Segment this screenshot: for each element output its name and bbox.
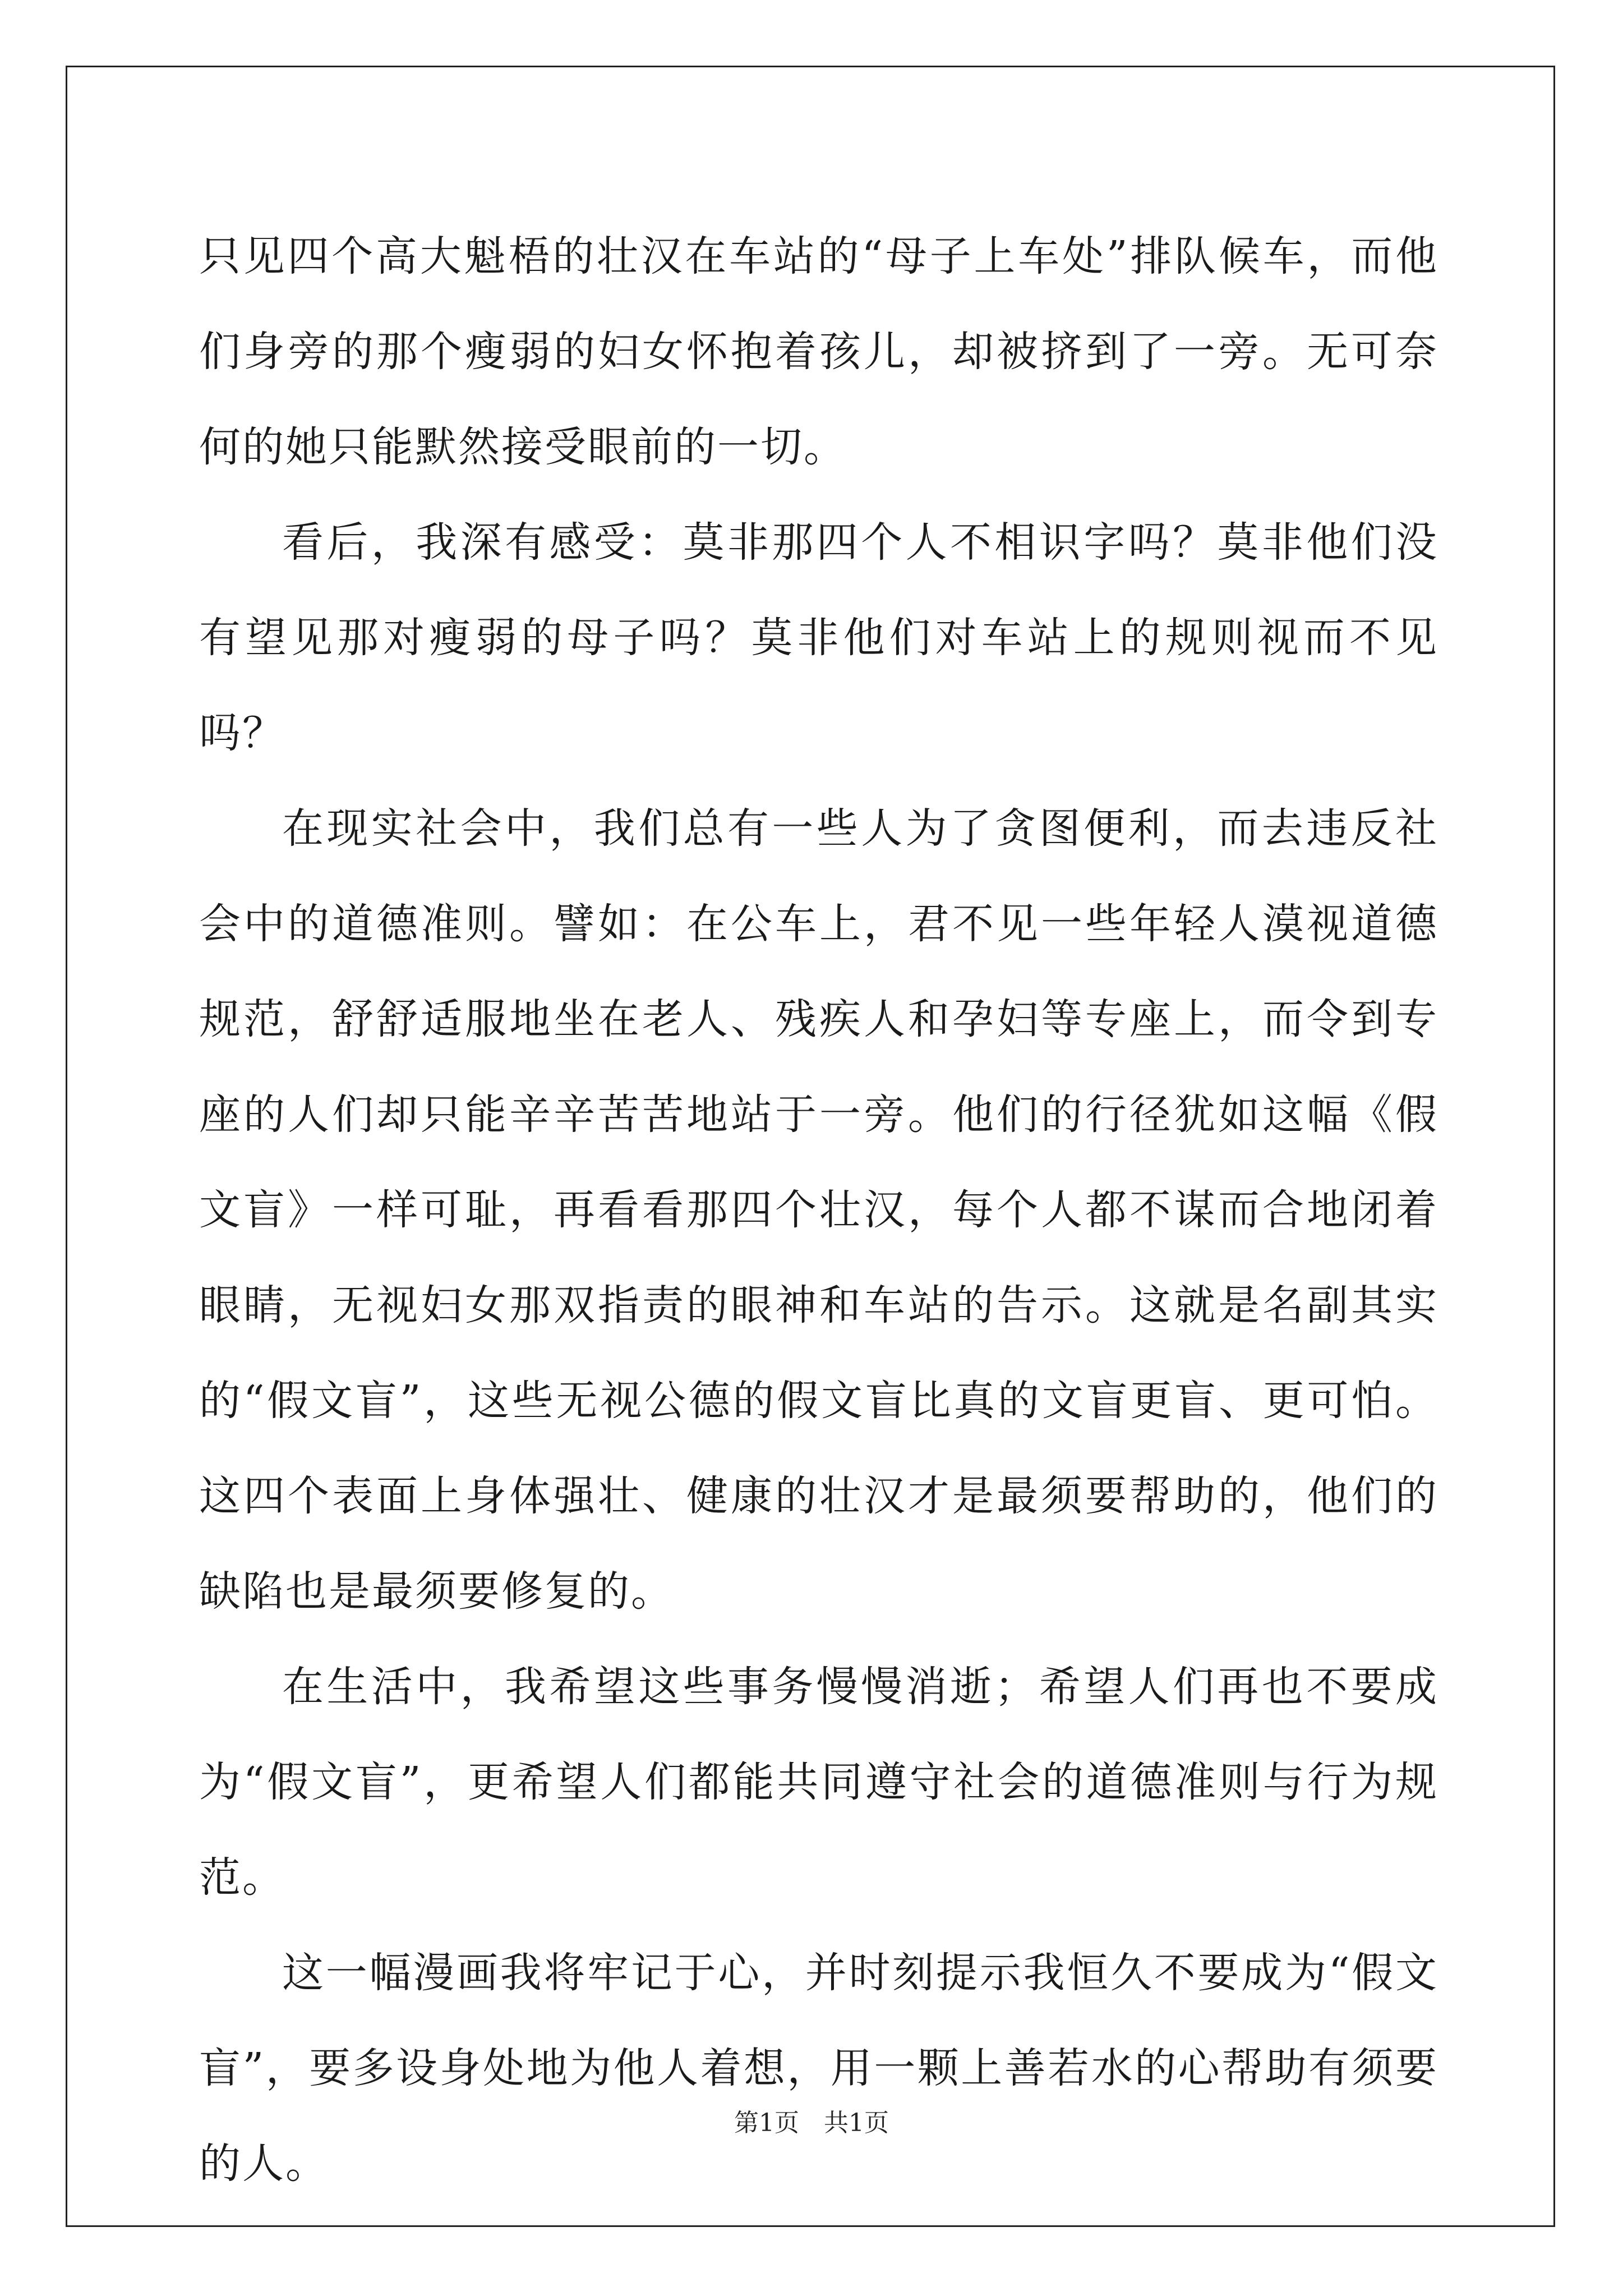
paragraph-5: 这一幅漫画我将牢记于心，并时刻提示我恒久不要成为“假文盲”，要多设身处地为他人着想，用一颗上善若水的心帮助有须要的人。 [199, 1949, 1438, 2188]
paragraph-3: 在现实社会中，我们总有一些人为了贪图便利，而去违反社会中的道德准则。譬如：在公车上，君不见一些年轻人漠视道德规范，舒舒适服地坐在老人、残疾人和孕妇等专座上，而令到专座的人们却只能辛辛苦苦地站于一旁。他们的行径犹如这幅《假文盲》一样可耻，再看看那四个壮汉，每个人都不谋而合地闭着眼睛，无视妇女那双指责的眼神和车站的告示。这就是名副其实的“假文盲”，这些无视公德的假文盲比真的文盲更盲、更可怕。这四个表面上身体强壮、健康的壮汉才是最须要帮助的，他们的缺陷也是最须要修复的。 [199, 804, 1438, 1616]
document-body [199, 209, 1438, 2211]
paragraph-4: 在生活中，我希望这些事务慢慢消逝；希望人们再也不要成为“假文盲”，更希望人们都能共同遵守社会的道德准则与行为规范。 [199, 1663, 1438, 1902]
paragraph-1: 只见四个高大魁梧的壮汉在车站的“母子上车处”排队候车，而他们身旁的那个瘦弱的妇女怀抱着孩儿，却被挤到了一旁。无可奈何的她只能默然接受眼前的一切。 [199, 232, 1438, 471]
paragraph-2: 看后，我深有感受：莫非那四个人不相识字吗？莫非他们没有望见那对瘦弱的母子吗？莫非他们对车站上的规则视而不见吗？ [199, 518, 1438, 757]
page-number-footer: 第1页 共1页 [734, 2109, 889, 2137]
